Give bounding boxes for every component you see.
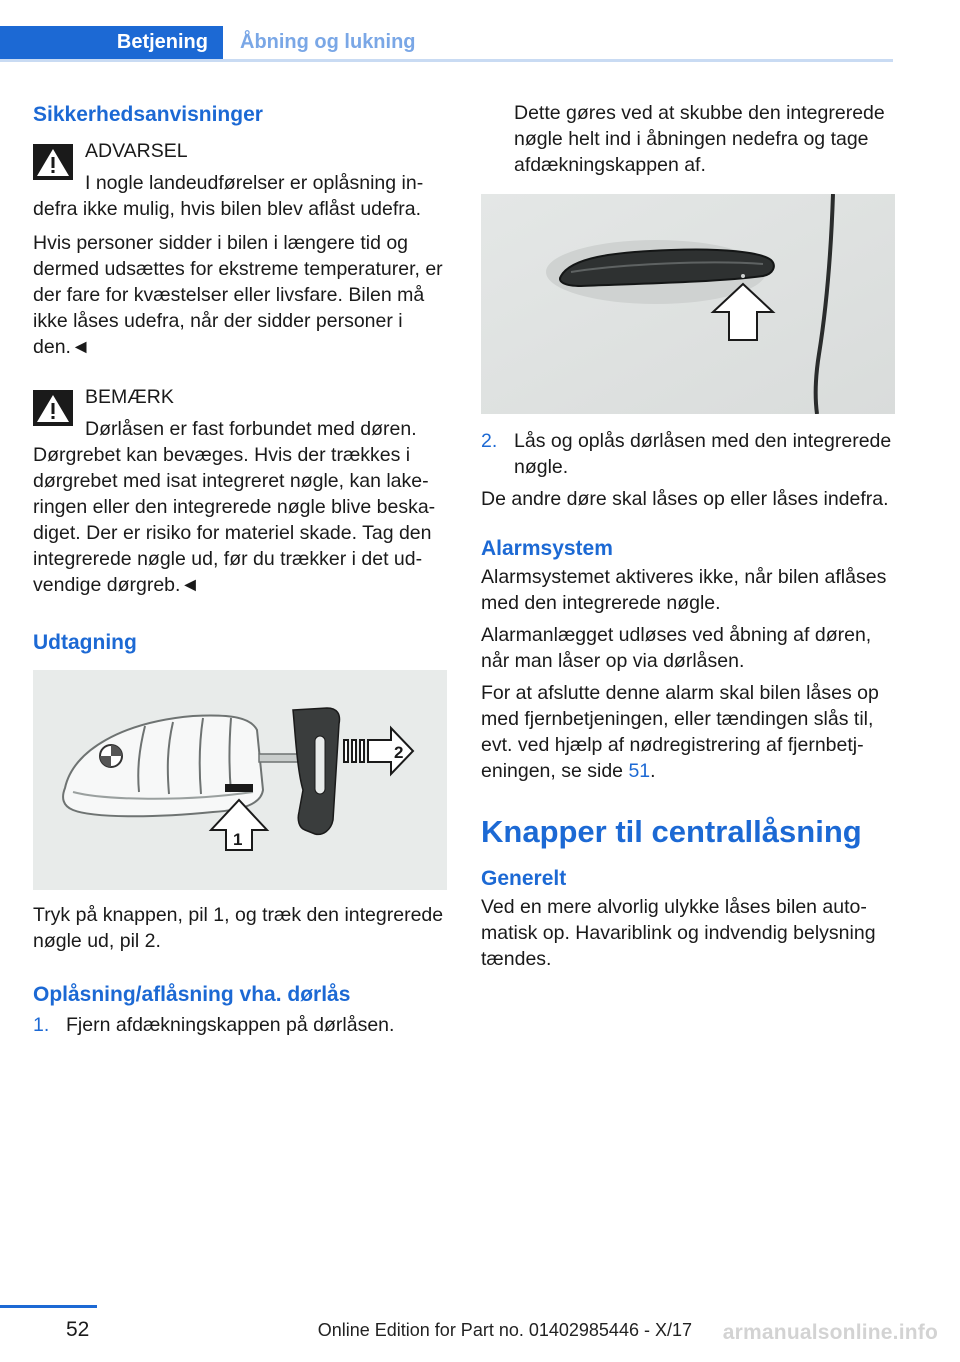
list-number: 2. — [481, 430, 498, 452]
general-heading: Generelt — [481, 867, 567, 890]
alarm-heading: Alarmsystem — [481, 537, 613, 560]
header-tabs — [0, 26, 893, 62]
footer-divider — [0, 1305, 97, 1308]
doorlock-heading: Oplåsning/aflåsning vha. dørlås — [33, 983, 351, 1006]
alarm-paragraph-3-text: For at afslutte denne alarm skal bilen låses op med fjernbetjeningen, eller tændingen slås til, evt. ved hjælp af nødregistrering af fjernbetjeningen, se side — [481, 682, 879, 782]
watermark: armanualsonline.info — [722, 1321, 938, 1344]
warning-advarsel — [33, 138, 447, 164]
alarm-paragraph-1: Alarmsystemet aktiveres ikke, når bilen aflåses med den integrerede nøgle. — [481, 566, 887, 614]
notice-label: BEMÆRK — [85, 386, 174, 408]
door-handle-illustration — [481, 194, 895, 414]
central-locking-heading: Knapper til centrallåsning — [481, 814, 862, 849]
arrow-1-label: 1 — [233, 830, 243, 849]
page-number: 52 — [66, 1318, 90, 1341]
general-text: Ved en mere alvorlig ulykke låses bilen automatisk op. Havariblink og indvendig belysning tændes. — [481, 896, 876, 970]
alarm-paragraph-2: Alarmanlægget udløses ved åbning af døren, når man låser op via dørlåsen. — [481, 624, 872, 672]
list-number: 1. — [33, 1014, 50, 1036]
right-column — [481, 100, 895, 972]
door-handle-figure — [481, 194, 895, 414]
header-divider — [0, 59, 893, 62]
list-item — [481, 428, 895, 480]
warning-text: I nogle landeudførelser er oplåsning indefra ikke mulig, hvis bilen blev aflåst udefra. — [33, 172, 424, 220]
list-item — [33, 1012, 447, 1038]
warning-bemaerk — [33, 384, 447, 410]
removal-heading: Udtagning — [33, 631, 137, 654]
alarm-paragraph-3 — [481, 680, 895, 784]
warning-paragraph: Hvis personer sidder i bilen i længere tid og dermed udsættes for ekstreme temperaturer, er der fare for kvæstelser eller livsfare. Bilen må ikke låses udefra, når der sidder personer i den.◄ — [33, 232, 443, 358]
step1-continuation: Dette gøres ved at skubbe den integrerede nøgle helt ind i åbningen nedefra og tage afdækningskappen af. — [514, 102, 885, 176]
arrow-2-label: 2 — [394, 743, 404, 762]
warning-label: ADVARSEL — [85, 140, 188, 162]
list-text: Fjern afdækningskappen på dørlåsen. — [66, 1014, 395, 1036]
key-removal-figure — [33, 670, 447, 890]
alarm-paragraph-3-end: . — [650, 760, 656, 782]
warning-triangle-icon — [33, 144, 73, 180]
tab-betjening[interactable]: Betjening — [0, 26, 223, 59]
list-text: Lås og oplås dørlåsen med den integrerede nøgle. — [514, 430, 892, 478]
safety-heading: Sikkerhedsanvisninger — [33, 103, 263, 126]
notice-text: Dørlåsen er fast forbundet med døren. Dørgrebet kan bevæges. Hvis der trækkes i dørgrebet med isat integreret nøgle, kan lakeringen eller den integrerede nøgle blive beskadiget. Der er risiko for materiel skade. Tag den integrerede nøgle ud, før du trækker i det udvendige dørgreb.◄ — [33, 418, 436, 596]
page-link-51[interactable]: 51 — [628, 760, 651, 782]
other-doors-text: De andre døre skal låses op eller låses indefra. — [481, 488, 889, 510]
tab-abning-og-lukning[interactable]: Åbning og lukning — [240, 31, 416, 53]
warning-triangle-icon — [33, 390, 73, 426]
edition-text: Online Edition for Part no. 01402985446 - X/17 — [317, 1320, 692, 1340]
removal-text: Tryk på knappen, pil 1, og træk den integrerede nøgle ud, pil 2. — [33, 904, 444, 952]
left-column — [33, 100, 447, 1038]
key-fob-illustration — [33, 670, 447, 890]
